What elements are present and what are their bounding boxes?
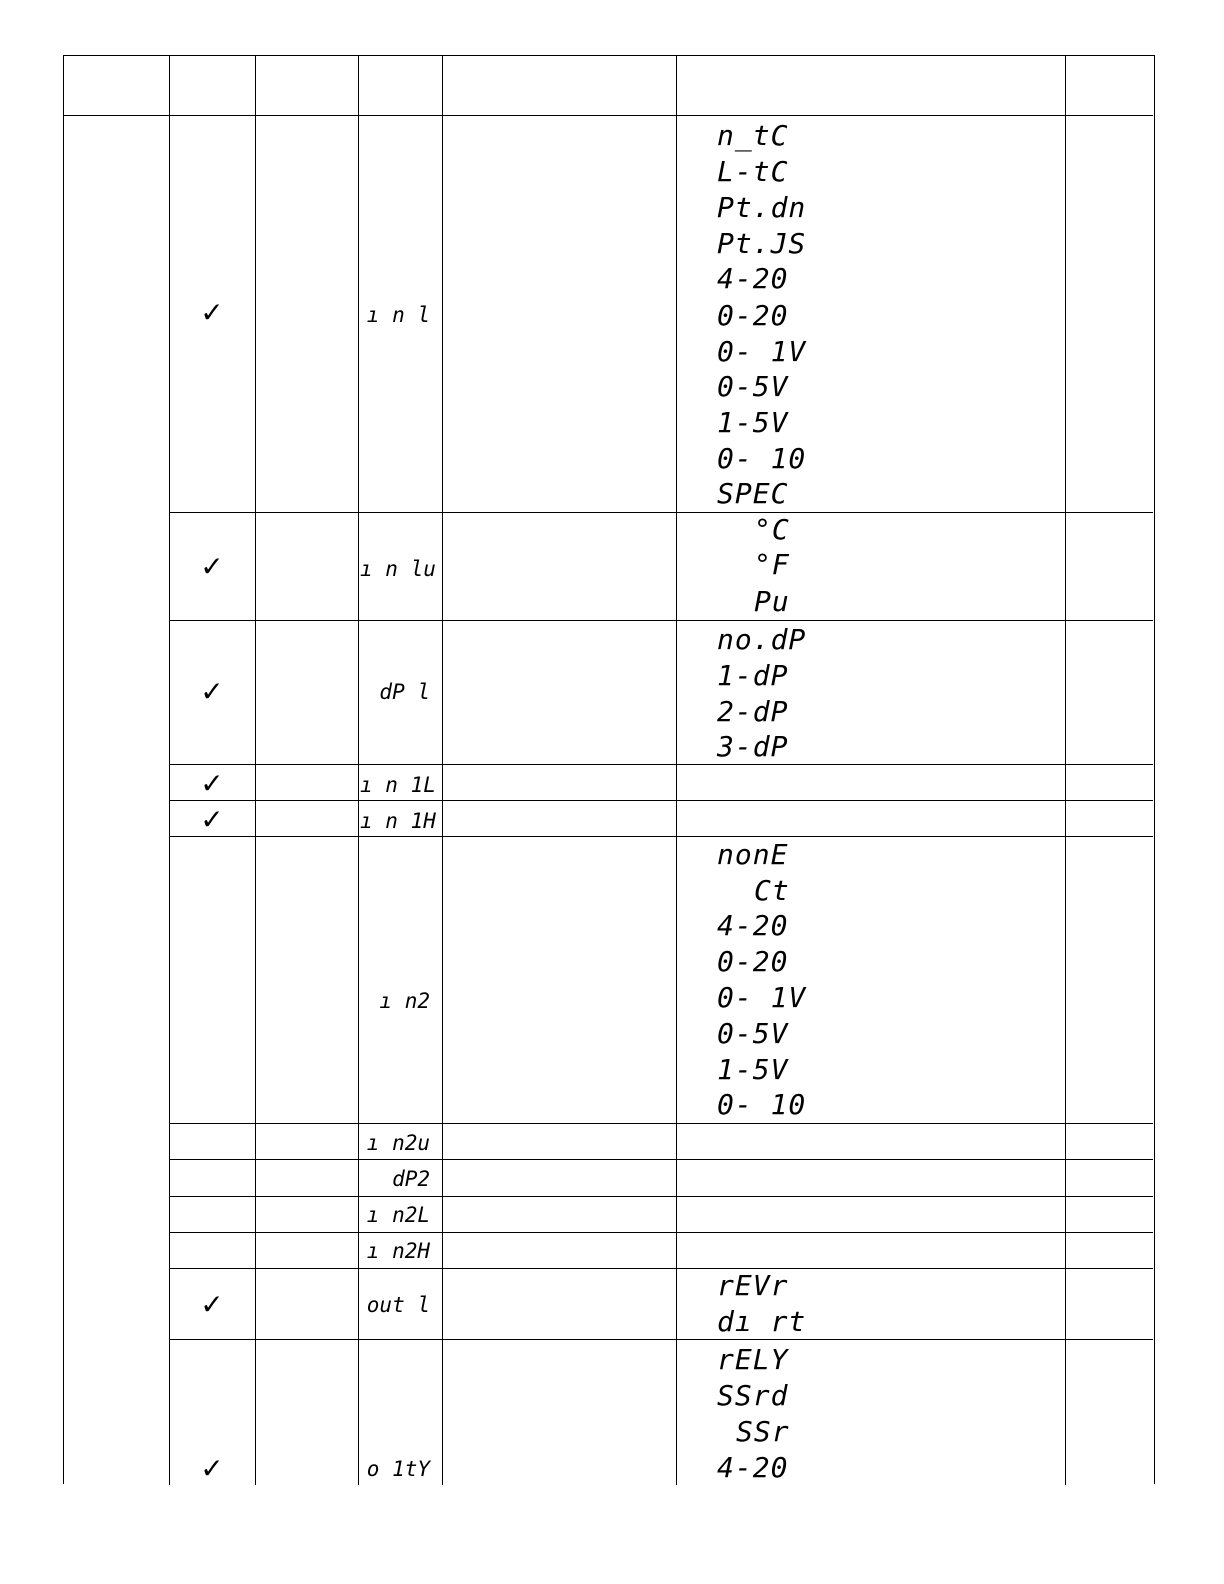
check-mark: ✓ <box>200 1288 224 1321</box>
option-value: 4-20 <box>717 262 789 295</box>
param-code: ı n l <box>366 303 430 327</box>
option-value: 2-dP <box>717 695 789 728</box>
param-code: ı n 1L <box>360 773 436 797</box>
option-value: 0-20 <box>717 299 789 332</box>
param-code: out l <box>366 1293 430 1317</box>
option-value: 0- 10 <box>717 1088 807 1121</box>
row-divider <box>169 1268 1153 1269</box>
option-value: 0- 1V <box>717 335 807 368</box>
option-value: rEVr <box>717 1269 789 1302</box>
row-divider <box>169 1196 1153 1197</box>
option-value: 1-dP <box>717 659 789 692</box>
param-code: o 1tY <box>366 1457 430 1481</box>
option-value: Pt.JS <box>717 227 807 260</box>
row-divider <box>169 512 1153 513</box>
column-divider <box>442 56 443 1485</box>
option-value: 1-5V <box>717 406 789 439</box>
option-value: SPEC <box>717 477 789 510</box>
param-code: ı n2u <box>366 1131 430 1155</box>
option-value: L-tC <box>717 155 789 188</box>
option-value: 4-20 <box>717 1451 789 1484</box>
check-mark: ✓ <box>200 1452 224 1485</box>
row-divider <box>169 1159 1153 1160</box>
row-divider <box>169 836 1153 837</box>
option-value: Ct <box>754 874 790 907</box>
column-divider <box>255 56 256 1485</box>
row-divider <box>169 1123 1153 1124</box>
column-divider <box>358 56 359 1485</box>
param-code: ı n lu <box>360 557 436 581</box>
option-value: 0- 1V <box>717 981 807 1014</box>
option-value: 0-5V <box>717 1017 789 1050</box>
row-divider <box>169 1232 1153 1233</box>
column-divider <box>1065 56 1066 1485</box>
option-value: °F <box>754 548 790 581</box>
param-code: dP2 <box>392 1167 430 1191</box>
param-code: ı n2 <box>379 989 430 1013</box>
check-mark: ✓ <box>200 550 224 583</box>
check-mark: ✓ <box>200 767 224 800</box>
option-value: n_tC <box>717 119 789 152</box>
check-mark: ✓ <box>200 296 224 329</box>
check-mark: ✓ <box>200 803 224 836</box>
row-divider <box>169 800 1153 801</box>
option-value: 3-dP <box>717 730 789 763</box>
column-divider <box>676 56 677 1485</box>
option-value: °C <box>754 513 790 546</box>
param-code: ı n 1H <box>360 809 436 833</box>
option-value: rELY <box>717 1343 789 1376</box>
check-mark: ✓ <box>200 675 224 708</box>
param-code: ı n2H <box>366 1239 430 1263</box>
option-value: Pu <box>754 585 790 618</box>
option-value: SSrd <box>717 1379 789 1412</box>
option-value: nonE <box>717 838 789 871</box>
option-value: 0-5V <box>717 370 789 403</box>
option-value: 1-5V <box>717 1053 789 1086</box>
option-value: SSr <box>736 1415 790 1448</box>
option-value: no.dP <box>717 623 807 656</box>
parameter-table <box>63 55 1155 1484</box>
option-value: 0-20 <box>717 945 789 978</box>
row-divider <box>169 620 1153 621</box>
option-value: 4-20 <box>717 909 789 942</box>
option-value: Pt.dn <box>717 191 807 224</box>
row-divider <box>169 1339 1153 1340</box>
option-value: dı rt <box>717 1305 807 1338</box>
column-divider <box>169 56 170 1485</box>
option-value: 0- 10 <box>717 442 807 475</box>
row-divider <box>169 764 1153 765</box>
header-divider <box>64 115 1153 116</box>
param-code: dP l <box>379 680 430 704</box>
param-code: ı n2L <box>366 1203 430 1227</box>
